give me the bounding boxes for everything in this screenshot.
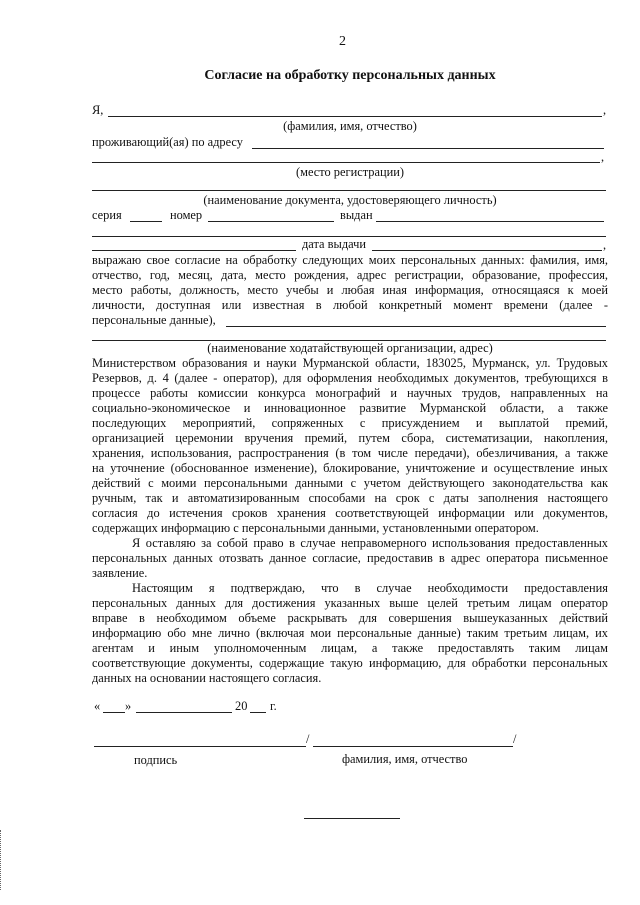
consent-line: место работы, должность, место учебы и любая иная информация, относящаяся к моей [92,283,608,297]
issued-field-3[interactable] [92,250,296,251]
date-year-suffix: г. [270,699,277,713]
address-comma: , [601,150,605,164]
issued-field[interactable] [376,221,604,222]
ministry-line: действий с моими персональными данными с учетом действующего законодательства как [92,476,608,490]
signature-slash-right: / [513,732,517,746]
document-caption: (наименование документа, удостоверяющего личность) [203,193,497,207]
ministry-line: социально-экономическое и инновационное развитие Мурманской области, а также [92,401,608,415]
consent-line: персональные данные), [92,313,216,327]
number-label: номер [170,208,203,222]
consent-line: выражаю свое согласие на обработку следующих моих персональных данных: фамилия, имя, [92,253,608,267]
consent-line: личности, доступная или известная в любой конкретный момент времени (далее - [92,298,608,312]
date-open-quote: « [94,699,101,713]
ministry-line: организацией церемонии вручения премий, путем сбора, систематизации, накопления, [92,431,608,445]
signature-caption: подпись [134,753,178,767]
organization-caption: (наименование ходатайствующей организации, адрес) [207,341,493,355]
confirm-line: информацию обо мне лично (включая мои персональные данные) таким третьим лицам, их [92,626,608,640]
bottom-divider [304,818,400,819]
address-label: проживающий(ая) по адресу [92,135,243,149]
ya-label: Я, [92,103,104,117]
signature-fio-field[interactable] [313,746,513,747]
date-month-field[interactable] [136,712,232,713]
reserve-line: Я оставляю за собой право в случае неправомерного использования предоставленных [132,536,608,550]
ministry-line: Резервов, д. 4 (далее - оператор), для оформления необходимых документов, требующихся в [92,371,608,385]
date-year-field[interactable] [250,712,266,713]
series-label: серия [92,208,122,222]
signature-slash-left: / [306,732,310,746]
ministry-line: ручным, так и автоматизированным способами на срок с даты заполнения настоящего [92,491,608,505]
fio-caption: (фамилия, имя, отчество) [283,119,417,133]
address-field[interactable] [252,148,604,149]
signature-field[interactable] [94,746,306,747]
issue-date-comma: , [603,238,607,252]
series-field[interactable] [130,221,162,222]
date-year-prefix: 20 [235,699,248,713]
confirm-line: персональных данных для достижения указанных выше целей третьим лицам оператор [92,596,608,610]
number-field[interactable] [208,221,334,222]
confirm-line: Настоящим я подтверждаю, что в случае необходимости предоставления [132,581,608,595]
fio-field[interactable] [108,116,602,117]
address-field-2[interactable] [92,162,600,163]
scan-edge-marks [0,830,4,890]
reserve-line: заявление. [92,566,148,580]
date-day-field[interactable] [103,712,125,713]
confirm-line: агентам и иным уполномоченным лицам, а также предоставлять таким лицам [92,641,608,655]
issued-label: выдан [340,208,373,222]
ministry-line: согласия до истечения сроков хранения соответствующей информации или документов, [92,506,608,520]
confirm-line: данных на основании настоящего согласия. [92,671,322,685]
issue-date-label: дата выдачи [302,237,366,251]
ministry-line: содержащих информацию с персональными данными, установленными оператором. [92,521,539,535]
confirm-line: соответствующие документы, содержащие такую информацию, для обработки персональных [92,656,608,670]
confirm-line: вправе в необходимом объеме раскрывать для совершения вышеуказанных действий [92,611,608,625]
ministry-line: хранения, использования, распространения (в том числе передачи), обезличивания, а также [92,446,608,460]
fio-comma: , [603,103,607,117]
ministry-line: последующих мероприятий, сопряженных с присуждением и выплатой премий, [92,416,608,430]
registration-caption: (место регистрации) [295,165,404,179]
reserve-line: персональных данных отозвать данное согласие, предоставив в адрес оператора письменное [92,551,608,565]
ministry-line: Министерством образования и науки Мурманской области, 183025, Мурманск, ул. Трудовых [92,356,608,370]
page-title: Согласие на обработку персональных данных [204,68,496,83]
date-close-quote: » [125,699,132,713]
page-number: 2 [339,34,346,49]
ministry-line: процессе работы комиссии конкурса монографий и научных трудов, направленных на [92,386,608,400]
signature-fio-caption: фамилия, имя, отчество [342,752,468,766]
document-field[interactable] [92,190,606,191]
organization-field[interactable] [226,326,606,327]
issue-date-field[interactable] [372,250,602,251]
consent-line: отчество, год, месяц, дата, место рождения, адрес регистрации, образование, профессия, [92,268,608,282]
ministry-line: на уточнение (обоснованное изменение), блокирование, уничтожение и осуществление иных [92,461,608,475]
